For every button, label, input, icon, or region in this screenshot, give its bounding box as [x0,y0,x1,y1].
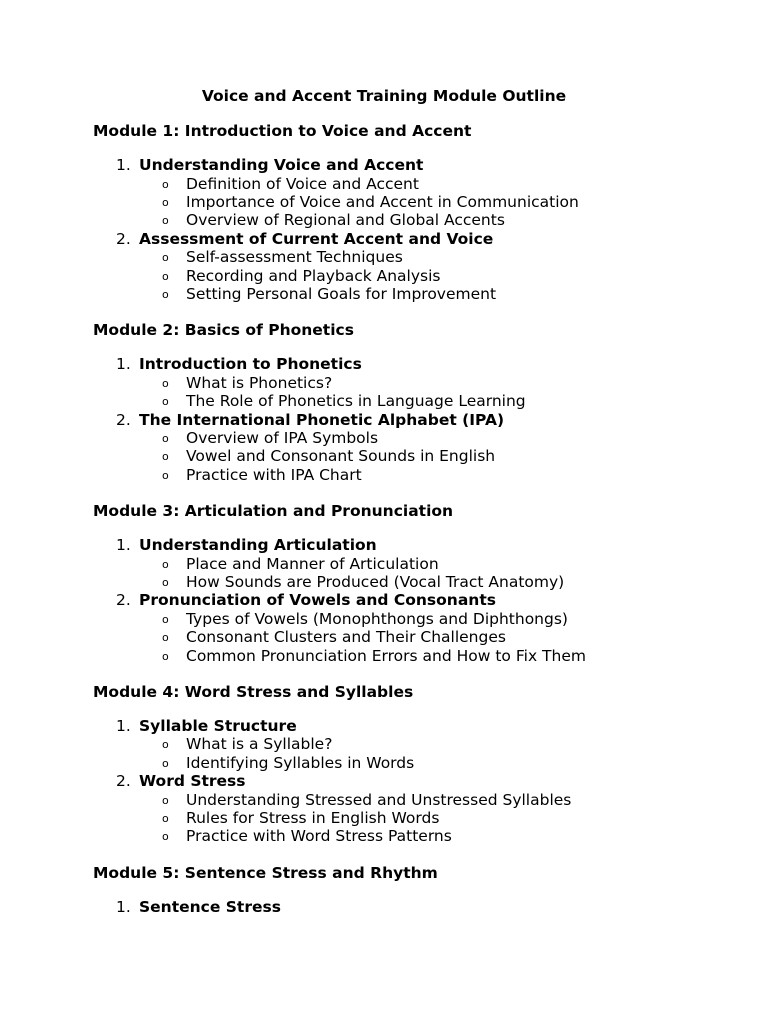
outline-subitem [162,175,419,194]
item-label: Introduction to Phonetics [139,355,362,374]
subitem-text: Setting Personal Goals for Improvement [186,285,497,303]
subitem-text: Self-assessment Techniques [186,248,403,267]
outline-subitem [162,374,332,393]
outline-subitem [162,754,414,773]
subitem-text: Identifying Syllables in Words [186,753,415,772]
circle-bullet-icon: o [162,288,169,301]
outline-subitem [162,392,526,411]
item-number: 2. [116,410,131,429]
outline-item [116,355,362,373]
outline-subitem [162,735,332,754]
subitem-text: Overview of IPA Symbols [186,429,379,447]
item-label: Sentence Stress [139,897,281,916]
subitem-text: Practice with Word Stress Patterns [186,827,452,846]
circle-bullet-icon: o [162,432,169,445]
item-number: 1. [116,897,131,916]
outline-subitem [162,193,579,212]
document-title: Voice and Accent Training Module Outline [201,87,567,105]
circle-bullet-icon: o [162,269,169,283]
circle-bullet-icon: o [162,251,169,265]
circle-bullet-icon: o [162,631,169,645]
circle-bullet-icon: o [162,177,169,191]
circle-bullet-icon: o [162,196,169,209]
outline-subitem [162,211,505,230]
circle-bullet-icon: o [162,395,169,409]
circle-bullet-icon: o [162,830,169,844]
subitem-text: Importance of Voice and Accent in Communication [186,193,579,211]
item-label: Word Stress [139,772,246,791]
circle-bullet-icon: o [162,612,169,626]
item-number: 2. [116,591,131,610]
outline-item [116,717,297,735]
item-number: 1. [116,355,131,374]
item-label: Syllable Structure [139,717,297,735]
subitem-text: Recording and Playback Analysis [186,266,441,285]
circle-bullet-icon: o [162,738,169,752]
circle-bullet-icon: o [162,576,169,589]
subitem-text: Types of Vowels (Monophthongs and Diphthongs) [186,609,568,628]
item-number: 2. [116,772,131,791]
item-label: Understanding Articulation [139,536,377,555]
circle-bullet-icon: o [162,468,169,482]
item-label: Assessment of Current Accent and Voice [139,229,494,248]
outline-subitem [162,628,506,647]
circle-bullet-icon: o [162,214,169,228]
circle-bullet-icon: o [162,649,169,663]
outline-item [116,536,377,554]
subitem-text: Vowel and Consonant Sounds in English [186,447,496,466]
subitem-text: The Role of Phonetics in Language Learning [186,392,526,411]
outline-item [116,156,423,174]
subitem-text: Practice with IPA Chart [186,465,362,484]
circle-bullet-icon: o [162,376,169,390]
outline-subitem [162,827,452,846]
outline-subitem [162,285,496,304]
subitem-text: Consonant Clusters and Their Challenges [186,628,506,647]
subitem-text: Common Pronunciation Errors and How to Fix Them [186,646,586,665]
circle-bullet-icon: o [162,450,169,464]
outline-item [116,230,493,248]
outline-item [116,772,246,790]
outline-subitem [162,429,378,448]
subitem-text: Definition of Voice and Accent [186,174,419,193]
module-heading: Module 1: Introduction to Voice and Accent [93,122,472,140]
outline-subitem [162,809,439,828]
outline-subitem [162,791,571,810]
subitem-text: Understanding Stressed and Unstressed Syllables [186,790,572,809]
item-number: 1. [116,536,131,555]
item-label: The International Phonetic Alphabet (IPA) [139,410,505,429]
outline-subitem [162,647,586,666]
item-label: Pronunciation of Vowels and Consonants [139,591,496,610]
subitem-text: What is Phonetics? [186,373,333,392]
module-heading: Module 4: Word Stress and Syllables [93,682,414,701]
item-number: 2. [116,229,131,248]
circle-bullet-icon: o [162,557,169,571]
circle-bullet-icon: o [162,793,169,807]
item-number: 1. [116,717,131,735]
circle-bullet-icon: o [162,756,169,770]
subitem-text: Rules for Stress in English Words [186,809,440,827]
module-heading: Module 3: Articulation and Pronunciation [93,502,454,520]
subitem-text: Place and Manner of Articulation [186,554,439,573]
outline-item [116,591,496,609]
outline-subitem [162,466,362,485]
outline-subitem [162,573,564,592]
item-label: Understanding Voice and Accent [139,156,424,175]
module-heading: Module 5: Sentence Stress and Rhythm [93,863,438,882]
outline-subitem [162,447,495,466]
outline-subitem [162,267,441,286]
outline-subitem [162,610,568,629]
outline-subitem [162,555,439,574]
outline-subitem [162,248,403,267]
subitem-text: What is a Syllable? [186,735,333,754]
outline-item [116,411,504,429]
outline-item [116,898,281,916]
item-number: 1. [116,156,131,175]
subitem-text: How Sounds are Produced (Vocal Tract Anatomy) [186,573,565,591]
subitem-text: Overview of Regional and Global Accents [186,211,505,230]
circle-bullet-icon: o [162,812,169,825]
module-heading: Module 2: Basics of Phonetics [93,321,354,340]
